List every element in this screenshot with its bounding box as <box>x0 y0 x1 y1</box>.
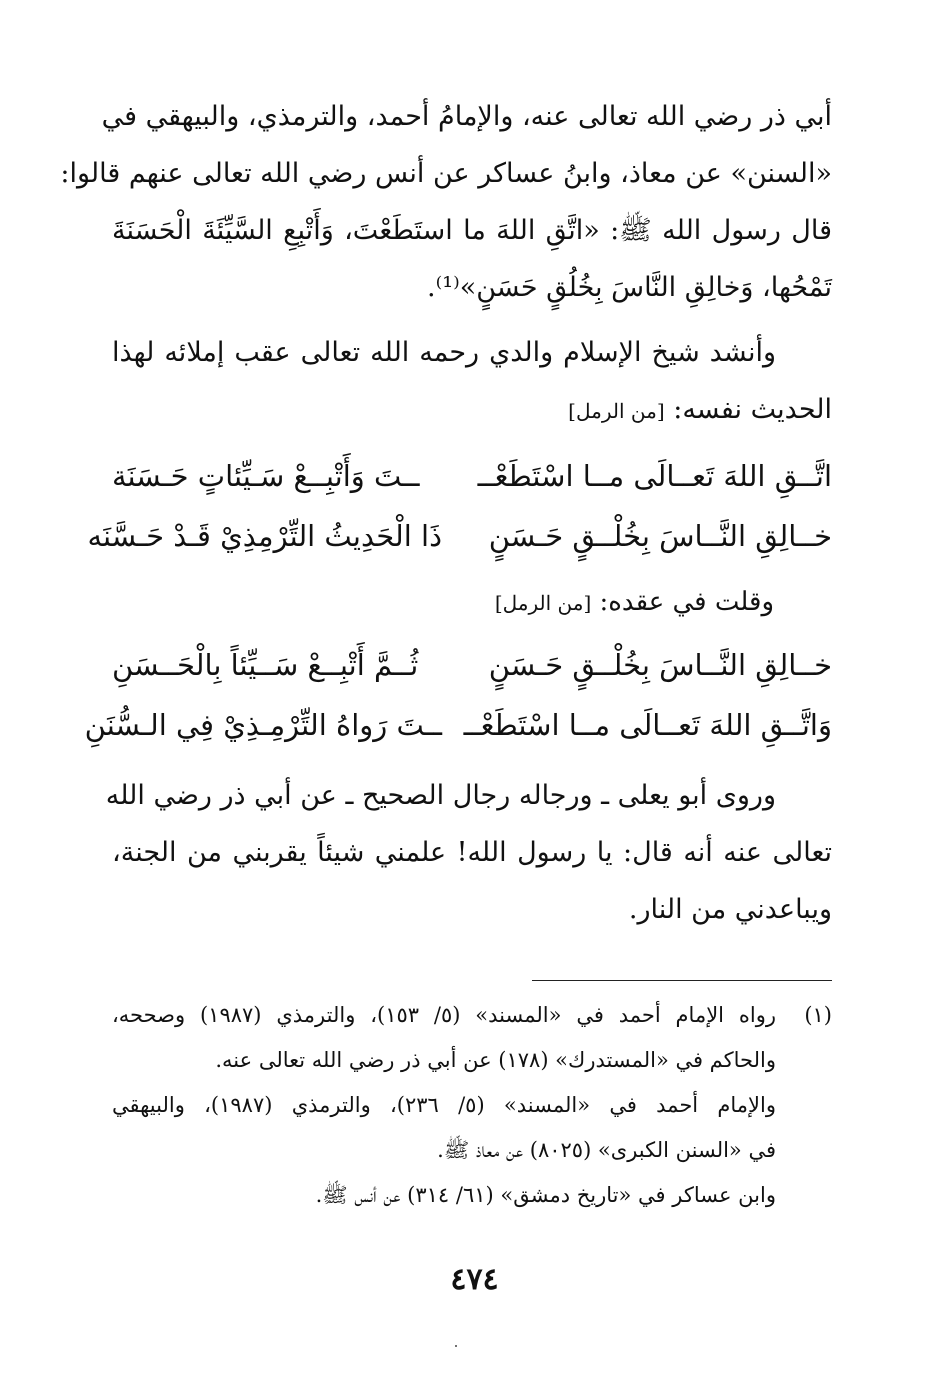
page-number: ٤٧٤ <box>450 1262 499 1297</box>
paragraph-line-text: الحديث نفسه: <box>673 394 832 425</box>
footnote-line: رواه الإمام أحمد في «المسند» (٥/ ١٥٣)، والترمذي (١٩٨٧) وصححه، <box>112 1003 776 1027</box>
verse-second-hemistich: ــتَ وَأَتْبِــعْ سَـيِّئاتٍ حَـسَنَة <box>112 459 420 493</box>
verse-second-hemistich: ذَا الْحَدِيثُ التِّرْمِذِيْ قَـدْ حَـسَّنَه <box>87 519 442 553</box>
poem-2-intro <box>112 576 832 629</box>
paragraph-2 <box>112 324 832 440</box>
paragraph-line: أبي ذر رضي الله تعالى عنه، والإمامُ أحمد، والترمذي، والبيهقي في <box>101 101 832 132</box>
verse-first-hemistich: اتَّــقِ اللهَ تَعــالَى مــا اسْتَطَعْــ <box>477 459 832 493</box>
scan-speck <box>455 1345 457 1347</box>
paragraph-line: ويباعدني من النار. <box>628 894 832 925</box>
poem-1 <box>87 446 832 566</box>
verse-line <box>112 446 832 506</box>
paragraph-line: تَمْحُها، وَخالِقِ النَّاسَ بِخُلُقٍ حَسَنٍ»⁽¹⁾. <box>427 272 832 303</box>
footnote-separator <box>532 980 832 981</box>
footnote-line: في «السنن الكبرى» (٨٠٢٥) عن معاذ ﷺ. <box>437 1138 776 1162</box>
paragraph-3 <box>105 767 832 938</box>
verse-line <box>84 695 832 755</box>
verse-line <box>112 635 832 695</box>
footnote-line: وابن عساكر في «تاريخ دمشق» (٦١/ ٣١٤) عن أنس ﷺ. <box>315 1183 776 1207</box>
footnote <box>112 993 832 1218</box>
footnote-line: والحاكم في «المستدرك» (١٧٨) عن أبي ذر رضي الله تعالى عنه. <box>215 1048 776 1072</box>
paragraph-line: «السنن» عن معاذ، وابنُ عساكر عن أنس رضي الله تعالى عنهم قالوا: <box>60 158 832 189</box>
meter-label: [من الرمل] <box>568 399 665 423</box>
paragraph-line: وروى أبو يعلى ـ ورجاله رجال الصحيح ـ عن أبي ذر رضي الله <box>105 780 776 811</box>
verse-second-hemistich: ثُــمَّ أَتْبِــعْ سَــيِّئاً بِالْحَــسَنِ <box>112 648 419 682</box>
meter-label: [من الرمل] <box>494 591 592 615</box>
verse-line <box>87 506 832 566</box>
poem-2 <box>84 635 832 755</box>
paragraph-1 <box>60 88 832 316</box>
footnotes <box>112 993 832 1218</box>
intro-text: وقلت في عقده: <box>599 587 774 617</box>
footnote-number: (١) <box>804 1003 832 1027</box>
paragraph-line: قال رسول الله ﷺ: «اتَّقِ اللهَ ما استَطَعْتَ، وَأَتْبِعِ السَّيِّئَةَ الْحَسَنَةَ <box>112 215 832 246</box>
footnote-line: والإمام أحمد في «المسند» (٥/ ٢٣٦)، والترمذي (١٩٨٧)، والبيهقي <box>112 1093 777 1117</box>
paragraph-line <box>112 381 832 440</box>
page-body <box>60 88 832 1207</box>
paragraph-line: تعالى عنه أنه قال: يا رسول الله! علمني شيئاً يقربني من الجنة، <box>112 837 832 868</box>
footnote-body <box>112 993 776 1218</box>
verse-second-hemistich: ــتَ رَواهُ التِّرْمِـذِيْ فِي الـسُّنَنِ <box>84 708 442 742</box>
verse-first-hemistich: خــالِقِ النَّــاسَ بِخُلْــقٍ حَـسَنٍ <box>488 519 832 553</box>
verse-first-hemistich: خــالِقِ النَّــاسَ بِخُلْــقٍ حَـسَنٍ <box>488 648 832 682</box>
paragraph-line: وأنشد شيخ الإسلام والدي رحمه الله تعالى عقب إملائه لهذا <box>112 337 776 368</box>
verse-first-hemistich: وَاتَّــقِ اللهَ تَعــالَى مــا اسْتَطَعْــ <box>463 708 832 742</box>
